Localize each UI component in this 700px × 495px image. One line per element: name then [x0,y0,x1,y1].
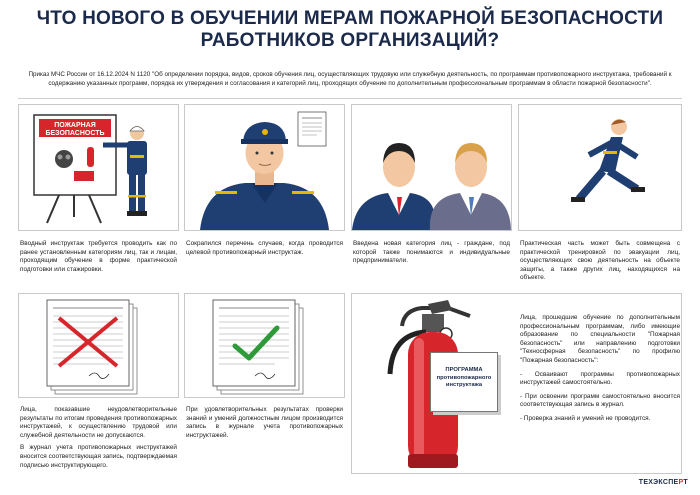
program-booklet [430,352,498,412]
brand-logo [639,479,688,486]
title-line-2: РАБОТНИКОВ ОРГАНИЗАЦИЙ? [200,30,500,51]
caption-failed-main: Лица, показавшие неудовлетворительные результаты по итогам проведения противопожарных инструктажей, к осуществлению трудовой или служебной деятельности не допускаются. [20,406,177,439]
panel-officer [184,104,345,231]
caption-self-study-item-2: - При освоении программ самостоятельно вносится соответствующая запись в журнал. [520,392,680,409]
booklet-title: ПРОГРАММА противопожарного инструктажа [436,367,492,388]
caption-self-study [520,314,680,429]
logo-tail: Т [683,479,688,486]
board-label-2: БЕЗОПАСНОСТЬ [45,130,105,137]
document-icon [297,111,327,147]
panel-passed [184,293,345,398]
caption-self-study-item-3: - Проверка знаний и умений не проводится. [520,414,651,422]
cap-badge-icon [262,129,268,135]
caption-targeted-briefing: Сокрапился перечень случаев, когда проводится целевой противопожарный инструктаж. [186,240,343,256]
logo-accent: Р [678,479,684,486]
citizens-illustration [352,105,511,230]
caption-self-study-item-1: - Осваивают программы противопожарных инструктажей самостоятельно. [520,370,680,387]
title-line-1: ЧТО НОВОГО В ОБУЧЕНИИ МЕРАМ ПОЖАРНОЙ БЕЗОПАСНОСТИ [36,8,664,29]
caption-new-category: Введена новая категория лиц - граждане, под которой также понимаются и индивидуальные предприниматели. [353,240,510,265]
passed-document-illustration [185,294,344,397]
gas-mask-icon [55,150,73,168]
board-label-1: ПОЖАРНАЯ [54,122,96,129]
logo-main: ТЕХЭКСПЕ [638,479,679,486]
panel-instructor [18,104,179,231]
panel-citizens [351,104,512,231]
caption-practical-part: Практическая часть может быть совмещена с практической тренировкой по эвакуации лиц, осуществляющих свою деятельность на объекте защиты, а также других лиц, находящихся на объекте. [520,240,680,282]
instructor-illustration [19,105,178,230]
caption-passed-results: При удовлетворительных результатах проверки знаний и умений должностным лицом производится запись в журнале учета противопожарных инструктажей. [186,406,343,439]
panel-failed [18,293,179,398]
running-worker-illustration [519,105,681,230]
failed-document-illustration [19,294,178,397]
page-title [0,8,700,52]
caption-intro-briefing: Вводный инструктаж требуется проводить как по ранее установленным категориям лиц, так и лицам, проходящим обучение в форме практической подготовки или стажировки. [20,240,177,273]
caption-failed-journal: В журнал учета противопожарных инструктажей вносится соответствующая запись, подтверждаемая подписью инструктирующего. [20,444,177,469]
order-reference: Приказ МЧС России от 16.12.2024 N 1120 "Об определении порядка, видов, сроков обучения лиц, осуществляющих трудовую или служебную деятельность, по программам противопожарного инструктажа, требований к содержанию указанных программ, порядка их утверждения и согласования и категорий лиц, проходящих обучение по дополнительным профессиональным программам в области пожарной безопасности". [28,71,672,87]
caption-self-study-intro: Лица, прошедшие обучение по дополнительным профессиональным программам, либо имеющие образование по специальности "Пожарная безопасность" или направлению подготовки "Техносферная безопасность" по профилю "Пожарная безопасность": [520,314,680,364]
caption-failed-results [20,406,177,474]
panel-evacuation [518,104,682,231]
divider [18,98,682,99]
